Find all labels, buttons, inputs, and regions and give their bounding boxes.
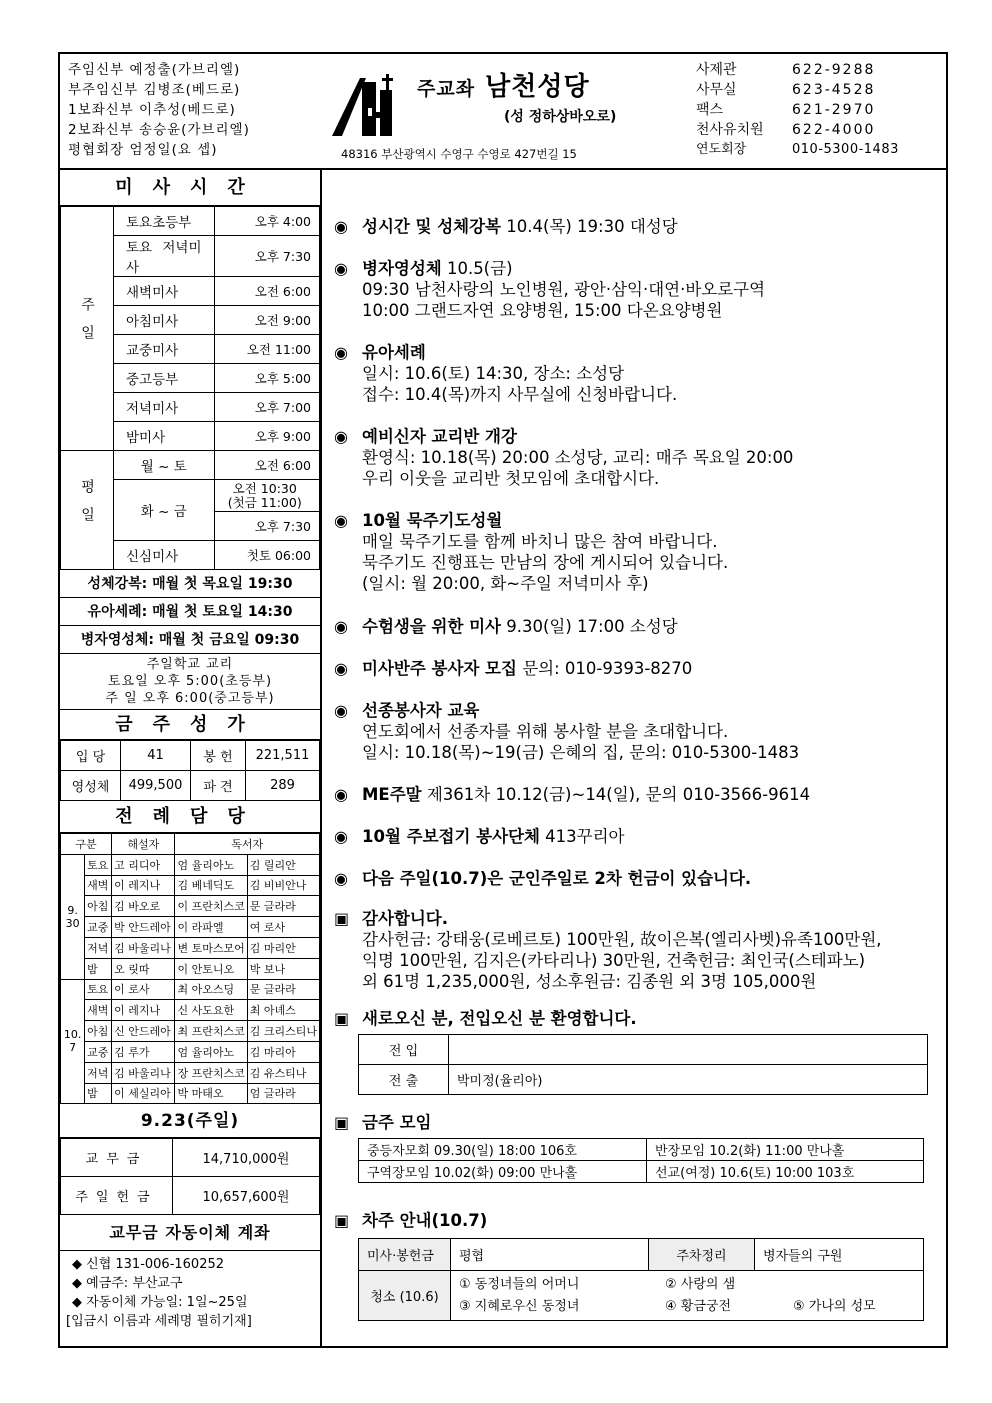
- reader-name: 신 사도요한: [175, 1000, 247, 1021]
- cell: 미사·봉헌금: [359, 1239, 451, 1271]
- mass-title: 미사시간: [60, 170, 320, 206]
- notice-head: 미사반주 봉사자 모집: [362, 659, 517, 678]
- table-row: [61, 834, 320, 855]
- notice-head: 10월 묵주기도성월: [362, 511, 503, 530]
- cell: 289: [246, 771, 320, 801]
- notice-sub: 환영식: 10.18(목) 20:00 소성당, 교리: 매주 목요일 20:00: [362, 448, 794, 467]
- cell: 교무금: [61, 1139, 173, 1177]
- church-prefix: 주교좌: [417, 78, 476, 100]
- notice-item: [334, 700, 799, 763]
- mass-time: 오후 7:00: [214, 393, 320, 422]
- thanks-section: [334, 908, 882, 992]
- mass-time: 오후 7:30: [214, 236, 320, 277]
- sunday-label: [61, 207, 114, 451]
- cell: 구역장모임 10.02(화) 09:00 만나홀: [359, 1161, 647, 1183]
- notice-text: 문의: 010-9393-8270: [516, 659, 693, 678]
- liturgy-slot: 밤: [85, 958, 112, 979]
- mass-time: 첫토 06:00: [214, 541, 320, 570]
- clean-item: ④ 황금궁전: [665, 1298, 732, 1314]
- commentator-name: 김 루가: [112, 1041, 175, 1062]
- notice-text: 9.30(일) 17:00 소성당: [501, 617, 678, 636]
- newcomers-head: 새로오신 분, 전입오신 분 환영합니다.: [362, 1009, 637, 1028]
- table-row: [61, 1177, 320, 1215]
- meetings-table: [358, 1138, 924, 1183]
- clean-item: ① 동정녀들의 어머니: [459, 1276, 580, 1292]
- thanks-line: 익명 100만원, 김지은(카타리나) 30만원, 건축헌금: 최인국(스테파노): [362, 951, 866, 970]
- kumju-title: 금주성가: [60, 710, 320, 740]
- commentator-name: 오 릿따: [112, 958, 175, 979]
- notice-item: [334, 826, 624, 847]
- church-patron: (성 정하상바오로): [504, 109, 617, 125]
- table-row: [61, 1139, 320, 1177]
- nextweek-section: [334, 1210, 487, 1231]
- circle-bullet-icon: ◉: [334, 617, 348, 636]
- account-title: 교무금 자동이체 계좌: [60, 1215, 320, 1251]
- mass-name: 신심미사: [114, 541, 215, 570]
- notice-head: 성시간 및 성체강복: [362, 217, 502, 236]
- circle-bullet-icon: ◉: [334, 217, 348, 236]
- contact-number: 622-9288: [792, 62, 876, 78]
- table-row: [61, 854, 320, 875]
- table-row: [61, 896, 320, 917]
- monthly-line: 유아세례: 매월 첫 토요일 14:30: [60, 598, 320, 626]
- contact-number: 010-5300-1483: [792, 142, 899, 157]
- account-line: ◆ 신협 131-006-160252: [72, 1257, 225, 1273]
- cell: 선교(여정) 10.6(토) 10:00 103호: [647, 1161, 924, 1183]
- contact-label: 사제관: [696, 62, 737, 78]
- mass-name: 토요초등부: [114, 207, 215, 236]
- kumju-table: [60, 740, 320, 801]
- weekday-label: [61, 451, 114, 570]
- notice-item: [334, 868, 751, 889]
- notice-item: [334, 342, 677, 405]
- clean-item: ③ 지혜로우신 동정녀: [459, 1298, 580, 1314]
- notice-text: 제361차 10.12(금)~14(일), 문의 010-3566-9614: [421, 785, 811, 804]
- reader-name: 김 마리아: [247, 1041, 319, 1062]
- cell: 41: [121, 741, 191, 771]
- thanks-head: 감사합니다.: [362, 909, 448, 928]
- table-row: [359, 1065, 928, 1095]
- commentator-name: 이 레지나: [112, 875, 175, 896]
- mass-time: 오전 9:00: [214, 306, 320, 335]
- mass-time: 오후 5:00: [214, 364, 320, 393]
- liturgy-table: [60, 833, 320, 1104]
- weekday-label-text: 평일: [79, 478, 95, 535]
- table-row: [359, 1271, 924, 1321]
- table-row: [61, 1083, 320, 1104]
- notice-item: [334, 426, 793, 489]
- liturgy-slot: 저녁: [85, 937, 112, 958]
- reader-name: 여 로사: [247, 917, 319, 938]
- liturgy-slot: 새벽: [85, 875, 112, 896]
- circle-bullet-icon: ◉: [334, 701, 348, 720]
- table-row: [61, 741, 320, 771]
- notice-head: 예비신자 교리반 개강: [362, 427, 517, 446]
- commentator-name: 김 바오로: [112, 896, 175, 917]
- table-row: [61, 979, 320, 1000]
- circle-bullet-icon: ◉: [334, 511, 348, 530]
- mass-time: 오후 9:00: [214, 422, 320, 451]
- table-row: [61, 1062, 320, 1083]
- square-bullet-icon: ▣: [334, 909, 350, 928]
- contact-label: 천사유치원: [696, 122, 764, 138]
- liturgy-date: 10. 7: [61, 979, 85, 1104]
- liturgy-slot: 교중: [85, 1041, 112, 1062]
- notice-item: [334, 216, 678, 237]
- reader-name: 이 프란치스코: [175, 896, 247, 917]
- mass-name: 저녁미사: [114, 393, 215, 422]
- sunday-school: [60, 654, 320, 710]
- contact-row: [696, 100, 899, 120]
- reader-name: 이 라파엘: [175, 917, 247, 938]
- notice-text: 413꾸리아: [539, 827, 625, 846]
- staff-line: 1보좌신부 이추성(베드로): [68, 102, 236, 118]
- church-address: 48316 부산광역시 수영구 수영로 427번길 15: [341, 147, 577, 161]
- monthly-line: 병자영성체: 매월 첫 금요일 09:30: [60, 626, 320, 654]
- thanks-line: 외 61명 1,235,000원, 성소후원금: 김종원 외 3명 105,000원: [362, 972, 817, 991]
- clean-item: ② 사랑의 샘: [665, 1276, 736, 1292]
- clean-cell: [451, 1271, 924, 1321]
- mass-name: 화 ~ 금: [114, 480, 215, 541]
- notice-sub: 연도회에서 선종자를 위해 봉사할 분을 초대합니다.: [362, 722, 729, 741]
- cell: 499,500: [121, 771, 191, 801]
- commentator-name: 이 레지나: [112, 1000, 175, 1021]
- reader-name: 최 아오스딩: [175, 979, 247, 1000]
- mass-name: 토요 저녁미사: [114, 236, 215, 277]
- notice-sub: 묵주기도 진행표는 만남의 장에 게시되어 있습니다.: [362, 553, 729, 572]
- reader-name: 김 베네딕도: [175, 875, 247, 896]
- notice-sub: 매일 묵주기도를 함께 바치니 많은 참여 바랍니다.: [362, 532, 718, 551]
- commentator-name: 고 리디아: [112, 854, 175, 875]
- notice-head: 10월 주보접기 봉사단체: [362, 827, 540, 846]
- liturgy-title: 전례담당: [60, 801, 320, 833]
- notice-head: 유아세례: [362, 343, 426, 362]
- table-row: [61, 917, 320, 938]
- contact-number: 622-4000: [792, 122, 876, 138]
- contact-number: 623-4528: [792, 82, 876, 98]
- notice-head: 선종봉사자 교육: [362, 701, 480, 720]
- liturgy-slot: 새벽: [85, 1000, 112, 1021]
- table-row: [61, 937, 320, 958]
- reader-name: 박 마태오: [175, 1083, 247, 1104]
- reader-name: 김 릴리안: [247, 854, 319, 875]
- sunday-school-line: 주일학교 교리: [146, 657, 234, 672]
- table-row: [61, 958, 320, 979]
- circle-bullet-icon: ◉: [334, 827, 348, 846]
- cell: 청소 (10.6): [359, 1271, 451, 1321]
- staff-list: [68, 60, 250, 160]
- reader-name: 박 보나: [247, 958, 319, 979]
- staff-line: 부주임신부 김병조(베드로): [68, 82, 241, 98]
- mass-table: [60, 206, 320, 570]
- circle-bullet-icon: ◉: [334, 869, 348, 888]
- cell: 반장모임 10.2(화) 11:00 만나홀: [647, 1139, 924, 1161]
- contact-label: 팩스: [696, 102, 724, 118]
- nextweek-head: 차주 안내(10.7): [362, 1211, 488, 1230]
- reader-name: 최 프란치스코: [175, 1021, 247, 1042]
- circle-bullet-icon: ◉: [334, 343, 348, 362]
- table-row: [61, 1041, 320, 1062]
- contact-label: 연도회장: [696, 142, 747, 157]
- sunday-label-text: 주일: [79, 297, 95, 353]
- reader-name: 김 비비안나: [247, 875, 319, 896]
- finance-date: 9.23(주일): [60, 1104, 320, 1138]
- cell: 입 당: [61, 741, 121, 771]
- circle-bullet-icon: ◉: [334, 785, 348, 804]
- notice-head: 다음 주일(10.7)은 군인주일로 2차 헌금이 있습니다.: [362, 869, 752, 888]
- notice-head: 수험생을 위한 미사: [362, 617, 502, 636]
- nextweek-table: [358, 1238, 924, 1321]
- notice-sub: 접수: 10.4(목)까지 사무실에 신청바랍니다.: [362, 385, 678, 404]
- table-row: [359, 1161, 924, 1183]
- sunday-school-line: 주 일 오후 6:00(중고등부): [105, 691, 275, 706]
- notice-sub: 우리 이웃을 교리반 첫모임에 초대합시다.: [362, 469, 660, 488]
- notice-item: [334, 616, 678, 637]
- contact-row: [696, 140, 899, 160]
- table-row: [61, 1021, 320, 1042]
- reader-name: 김 유스티나: [247, 1062, 319, 1083]
- contact-row: [696, 60, 899, 80]
- liturgy-slot: 아침: [85, 896, 112, 917]
- mass-name: 새벽미사: [114, 277, 215, 306]
- thanks-line: 감사헌금: 강태웅(로베르토) 100만원, 故이은복(엘리사벳)유족100만원,: [362, 930, 882, 949]
- commentator-name: 김 바울리나: [112, 937, 175, 958]
- notice-text: 10.4(목) 19:30 대성당: [501, 217, 678, 236]
- cell: 전 입: [359, 1035, 449, 1065]
- notice-head: ME주말: [362, 785, 422, 804]
- reader-name: 장 프란치스코: [175, 1062, 247, 1083]
- liturgy-date: 9. 30: [61, 854, 85, 979]
- finance-table: [60, 1138, 320, 1215]
- contact-list: [696, 60, 899, 160]
- mass-time: [214, 480, 320, 512]
- notice-item: [334, 658, 692, 679]
- commentator-name: 박 안드레아: [112, 917, 175, 938]
- table-row: [61, 451, 320, 480]
- table-row: [61, 1000, 320, 1021]
- square-bullet-icon: ▣: [334, 1009, 350, 1028]
- reader-name: 김 크리스티나: [247, 1021, 319, 1042]
- notices-column: [324, 170, 946, 1348]
- circle-bullet-icon: ◉: [334, 427, 348, 446]
- cell: 파 견: [191, 771, 246, 801]
- cell: 전 출: [359, 1065, 449, 1095]
- header-cell: 구분: [61, 834, 112, 855]
- reader-name: 이 안토니오: [175, 958, 247, 979]
- church-name: 남천성당: [485, 72, 590, 102]
- account-line: ◆ 예금주: 부산교구: [72, 1276, 183, 1292]
- cell: 10,657,600원: [173, 1177, 320, 1215]
- staff-line: 2보좌신부 송승윤(가브리엘): [68, 122, 250, 138]
- bulletin-page: [58, 52, 948, 1348]
- mass-time: 오후 7:30: [214, 512, 320, 541]
- sunday-school-line: 토요일 오후 5:00(초등부): [107, 674, 273, 689]
- header-cell: 해설자: [112, 834, 175, 855]
- account-footer: [입금시 이름과 세례명 필히기재]: [66, 1314, 252, 1330]
- left-sidebar: [60, 170, 322, 1348]
- reader-name: 문 글라라: [247, 979, 319, 1000]
- meetings-section: [334, 1112, 432, 1133]
- cell: 봉 헌: [191, 741, 246, 771]
- account-line: ◆ 자동이체 가능일: 1일~25일: [72, 1295, 248, 1311]
- cell: 14,710,000원: [173, 1139, 320, 1177]
- cell: [449, 1035, 928, 1065]
- square-bullet-icon: ▣: [334, 1211, 350, 1230]
- contact-number: 621-2970: [792, 102, 876, 118]
- commentator-name: 이 세실리아: [112, 1083, 175, 1104]
- liturgy-slot: 교중: [85, 917, 112, 938]
- table-row: [61, 771, 320, 801]
- monthly-line: 성체강복: 매월 첫 목요일 19:30: [60, 570, 320, 598]
- newcomers-section: [334, 1008, 637, 1029]
- notice-sub: 09:30 남천사랑의 노인병원, 광안·삼익·대연·바오로구역: [362, 280, 766, 299]
- cell: 병자들의 구원: [755, 1239, 924, 1271]
- newcomers-table: [358, 1034, 928, 1095]
- notice-sub: 일시: 10.18(목)~19(금) 은혜의 집, 문의: 010-5300-1483: [362, 743, 800, 762]
- commentator-name: 신 안드레아: [112, 1021, 175, 1042]
- mass-time: 오전 6:00: [214, 277, 320, 306]
- cell: 평협: [451, 1239, 649, 1271]
- bulletin-header: [60, 54, 946, 170]
- table-row: [61, 875, 320, 896]
- mass-time-a2: (첫금 11:00): [227, 494, 302, 510]
- commentator-name: 김 바울리나: [112, 1062, 175, 1083]
- liturgy-slot: 토요: [85, 854, 112, 875]
- liturgy-slot: 토요: [85, 979, 112, 1000]
- cell: 박미정(율리아): [449, 1065, 928, 1095]
- table-row: [61, 207, 320, 236]
- cell: 221,511: [246, 741, 320, 771]
- table-row: [359, 1239, 924, 1271]
- circle-bullet-icon: ◉: [334, 659, 348, 678]
- clean-item: ⑤ 가나의 성모: [793, 1298, 876, 1314]
- reader-name: 변 토마스모어: [175, 937, 247, 958]
- liturgy-slot: 밤: [85, 1083, 112, 1104]
- notice-sub: 10:00 그랜드자연 요양병원, 15:00 다온요양병원: [362, 301, 723, 320]
- reader-name: 엄 율리아노: [175, 854, 247, 875]
- meetings-head: 금주 모임: [362, 1113, 432, 1132]
- staff-line: 주임신부 예정출(가브리엘): [68, 62, 241, 78]
- cell: 주차정리: [649, 1239, 755, 1271]
- square-bullet-icon: ▣: [334, 1113, 350, 1132]
- circle-bullet-icon: ◉: [334, 259, 348, 278]
- reader-name: 김 마리안: [247, 937, 319, 958]
- contact-label: 사무실: [696, 82, 737, 98]
- contact-row: [696, 80, 899, 100]
- church-title: [417, 66, 590, 103]
- cell: 중등자모회 09.30(일) 18:00 106호: [359, 1139, 647, 1161]
- notice-item: [334, 258, 765, 321]
- table-row: [359, 1035, 928, 1065]
- staff-line: 평협회장 엄정일(요 셉): [68, 142, 218, 158]
- notice-sub: 일시: 10.6(토) 14:30, 장소: 소성당: [362, 364, 625, 383]
- reader-name: 최 아녜스: [247, 1000, 319, 1021]
- account-info: [60, 1251, 320, 1335]
- contact-row: [696, 120, 899, 140]
- mass-name: 밤미사: [114, 422, 215, 451]
- reader-name: 문 글라라: [247, 896, 319, 917]
- reader-name: 엄 글라라: [247, 1083, 319, 1104]
- notice-sub: (일시: 월 20:00, 화~주일 저녁미사 후): [362, 574, 649, 593]
- mass-time: 오전 6:00: [214, 451, 320, 480]
- liturgy-slot: 저녁: [85, 1062, 112, 1083]
- table-row: [359, 1139, 924, 1161]
- mass-name: 교중미사: [114, 335, 215, 364]
- reader-name: 엄 율리아노: [175, 1041, 247, 1062]
- cell: 영성체: [61, 771, 121, 801]
- mass-time: 오전 11:00: [214, 335, 320, 364]
- notice-head: 병자영성체: [362, 259, 442, 278]
- mass-name: 중고등부: [114, 364, 215, 393]
- notice-item: [334, 510, 728, 594]
- notice-item: [334, 784, 810, 805]
- mass-name: 아침미사: [114, 306, 215, 335]
- mass-time: 오후 4:00: [214, 207, 320, 236]
- notice-text: 10.5(금): [441, 259, 513, 278]
- liturgy-slot: 아침: [85, 1021, 112, 1042]
- header-cell: 독서자: [175, 834, 320, 855]
- commentator-name: 이 로사: [112, 979, 175, 1000]
- mass-time-a: 오전 10:30: [232, 480, 297, 496]
- mass-name: 월 ~ 토: [114, 451, 215, 480]
- cell: 주일헌금: [61, 1177, 173, 1215]
- church-logo-icon: [330, 68, 410, 138]
